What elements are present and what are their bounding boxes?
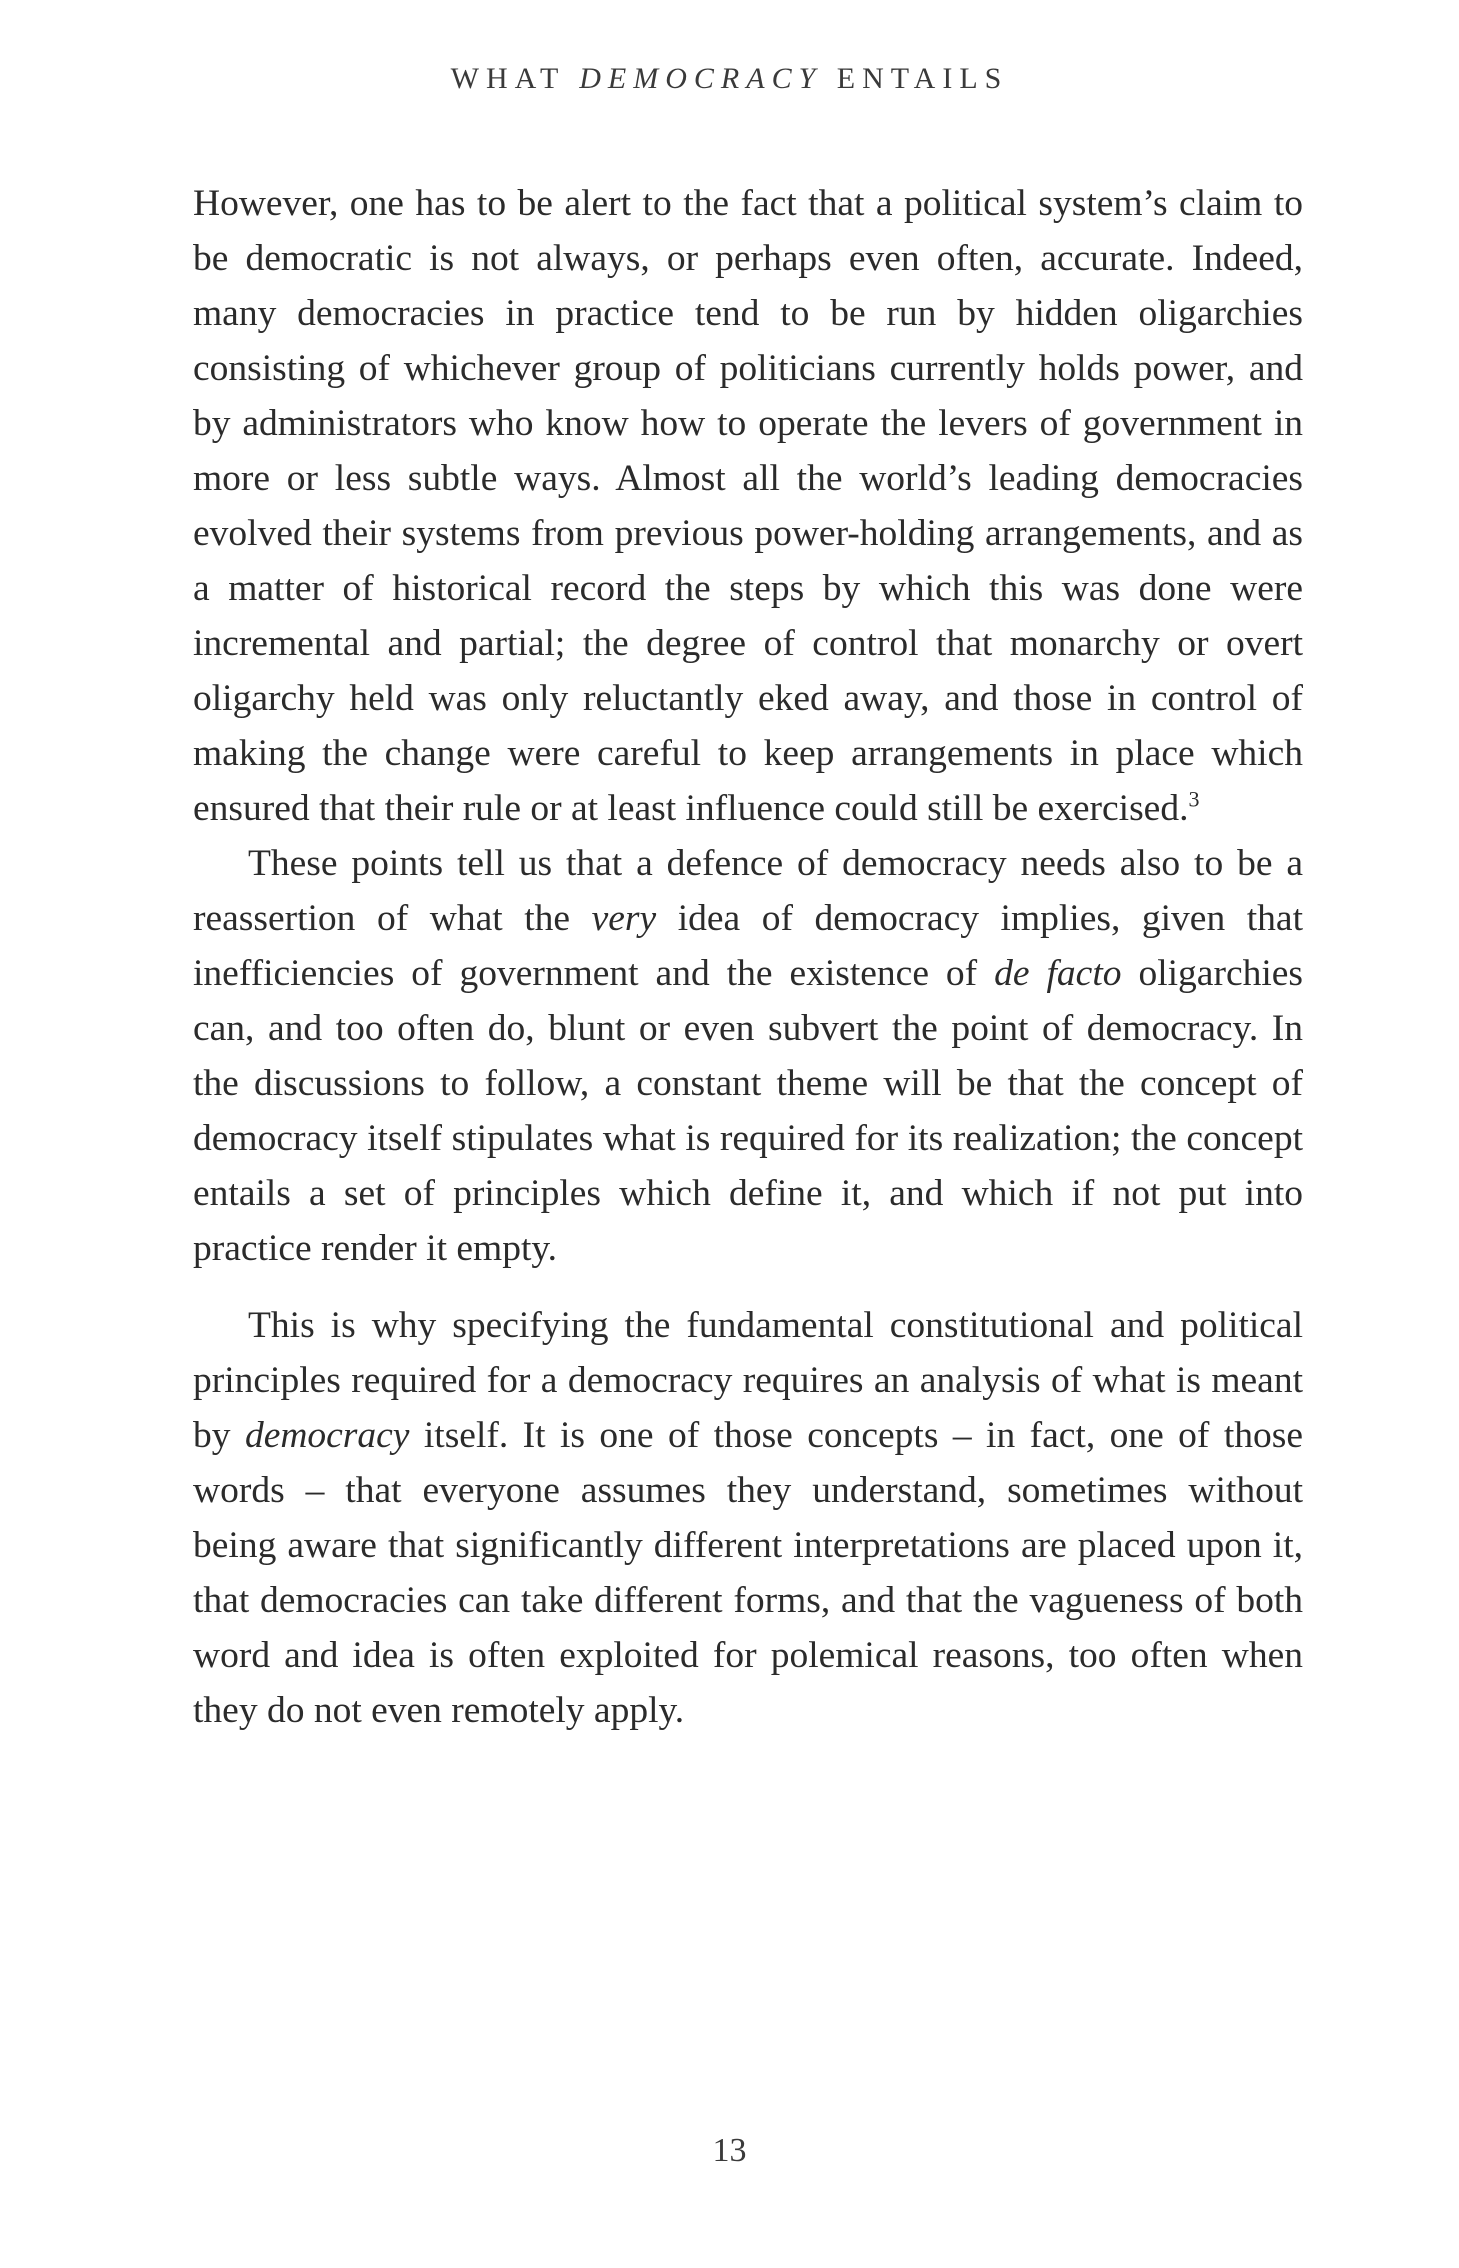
paragraph-2 [193,836,1303,1276]
running-head-part1: WHAT [450,62,580,95]
paragraph-1 [193,176,1303,836]
paragraph-1-text: However, one has to be alert to the fact that a political system’s claim to be democratic is not always, or perhaps even often, accurate. Indeed, many democracies in practice tend to be run by hidden oligarchies consisting of whichever group of politicians currently holds power, and by administrators who know how to operate the levers of government in more or less subtle ways. Almost all the world’s leading democracies evolved their systems from previous power-holding arrangements, and as a matter of historical record the steps by which this was done were incremental and partial; the degree of control that monarchy or overt oligarchy held was only reluctantly eked away, and those in control of making the change were careful to keep arrangements in place which ensured that their rule or at least influence could still be exercised. [193,183,1303,829]
running-head-part3: ENTAILS [822,62,1009,95]
running-head [0,62,1459,96]
page-number: 13 [712,2132,747,2169]
paragraph-3-a: This is why specifying the fundamental constitutional and political principles required for a democracy requires an analysis of what is meant by [193,1305,1303,1456]
paragraph-2-b: very [591,898,657,939]
paragraph-3 [193,1298,1303,1738]
paragraph-2-a: These points tell us that a defence of democracy needs also to be a reassertion of what the [193,843,1303,939]
paragraph-3-c: itself. It is one of those concepts – in fact, one of those words – that everyone assumes they understand, sometimes without being aware that significantly different interpretations are placed upon it, that democracies can take different forms, and that the vagueness of both word and idea is often exploited for polemical reasons, too often when they do not even remotely apply. [193,1415,1304,1731]
paragraph-3-b: democracy [244,1415,410,1456]
body-text [193,176,1303,1738]
footnote-ref: 3 [1188,786,1200,812]
running-head-part2: DEMOCRACY [579,62,823,95]
paragraph-2-d: de facto [994,953,1122,994]
paragraph-2-c: idea of democracy implies, given that inefficiencies of government and the existence of [193,898,1303,994]
paragraph-2-e: oligarchies can, and too often do, blunt or even subvert the point of democracy. In the discussions to follow, a constant theme will be that the concept of democracy itself stipulates what is required for its realization; the concept entails a set of principles which define it, and which if not put into practice render it empty. [193,953,1303,1269]
